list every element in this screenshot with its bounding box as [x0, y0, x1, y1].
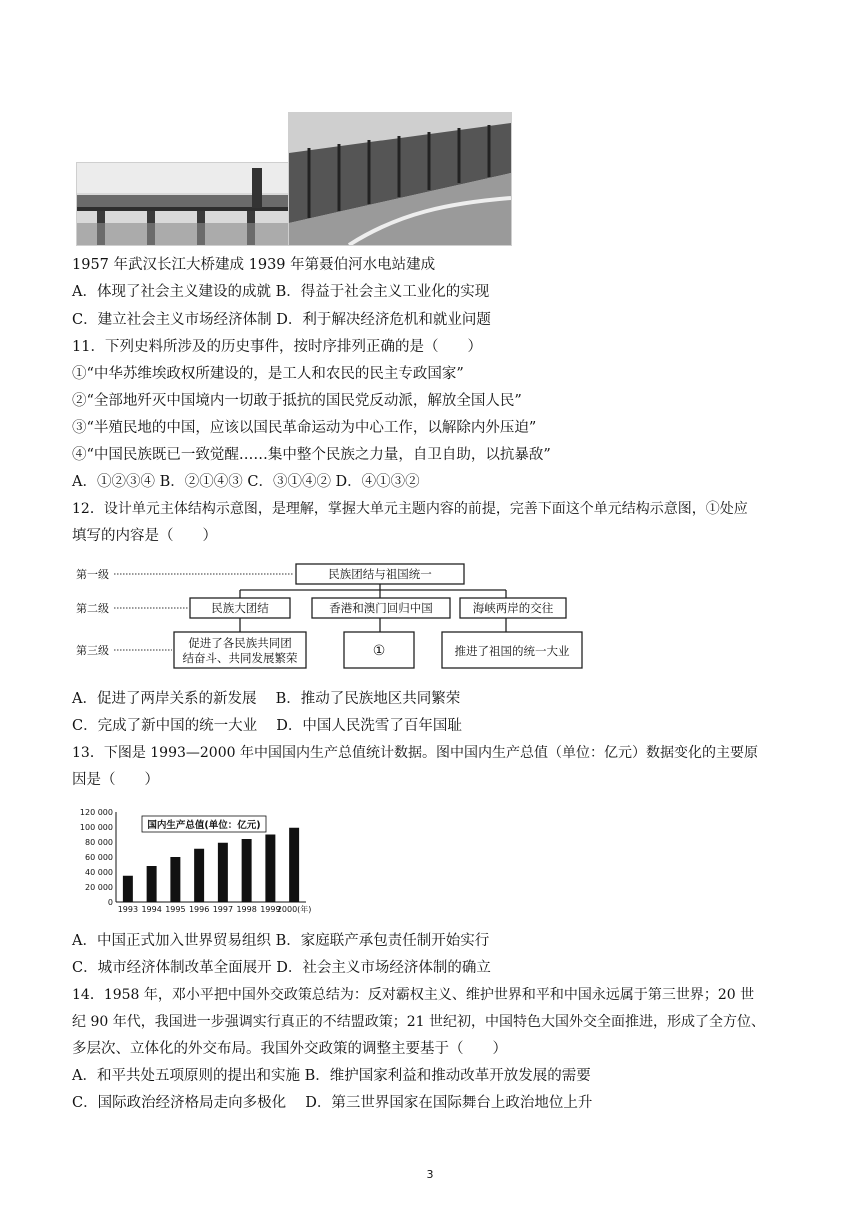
q11-options: A．①②③④ B．②①④③ C．③①④② D．④①③② [72, 474, 420, 490]
y-tick-label: 60 000 [85, 853, 113, 862]
x-tick-label: 1997 [212, 905, 234, 914]
x-tick-label: 2000(年) [276, 905, 312, 914]
q13-stem-2: 因是（ ） [72, 772, 159, 788]
x-tick-label: 1993 [117, 905, 139, 914]
q12-stem-2: 填写的内容是（ ） [72, 528, 217, 544]
q10-options-cd: C．建立社会主义市场经济体制 D．利于解决经济危机和就业问题 [72, 312, 491, 328]
y-tick-label: 0 [107, 898, 113, 907]
bridge-photo-drawing [77, 163, 289, 245]
bottom-left-node-line2: 结奋斗、共同发展繁荣 [182, 651, 298, 665]
gdp-bar-1997 [218, 843, 228, 902]
gdp-bar-chart [72, 806, 312, 916]
bridge-photo [76, 162, 290, 246]
y-tick-label: 120 000 [79, 808, 113, 817]
q14-stem-3: 多层次、立体化的外交布局。我国外交政策的调整主要基于（ ） [72, 1041, 507, 1057]
top-node: 民族团结与祖国统一 [328, 567, 432, 581]
dam-photo [288, 112, 512, 246]
x-tick-label: 1996 [188, 905, 210, 914]
q12-options-ab: A．促进了两岸关系的新发展 B．推动了民族地区共同繁荣 [72, 691, 461, 707]
x-tick-label: 1998 [236, 905, 257, 914]
q14-stem-2: 纪 90 年代，我国进一步强调实行真正的不结盟政策；21 世纪初，中国特色大国外交全面推进，形成了全方位、 [72, 1014, 765, 1030]
bottom-mid-node: ① [372, 643, 386, 659]
q13-options-ab: A．中国正式加入世界贸易组织 B．家庭联产承包责任制开始实行 [72, 933, 490, 949]
q13-stem-1: 13．下图是 1993—2000 年中国国内生产总值统计数据。图中国内生产总值（单位：亿元）数据变化的主要原 [72, 745, 758, 761]
bottom-left-node-line1: 促进了各民族共同团 [188, 636, 292, 650]
dam-photo-drawing [289, 113, 511, 245]
level-1-label: 第一级 [76, 568, 109, 581]
x-tick-label: 1999 [260, 905, 281, 914]
q12-stem-1: 12．设计单元主体结构示意图，是理解，掌握大单元主题内容的前提，完善下面这个单元结构示意图，①处应 [72, 501, 748, 517]
q12-options-cd: C．完成了新中国的统一大业 D．中国人民洗雪了百年国耻 [72, 718, 462, 734]
q11-item-1: ①“中华苏维埃政权所建设的，是工人和农民的民主专政国家” [72, 366, 464, 382]
y-tick-label: 100 000 [79, 823, 113, 832]
y-tick-label: 40 000 [85, 868, 113, 877]
gdp-bar-1996 [194, 849, 204, 902]
x-tick-label: 1994 [141, 905, 162, 914]
unit-structure-diagram [76, 560, 596, 672]
page-number: 3 [426, 1168, 434, 1181]
q11-item-2: ②“全部地歼灭中国境内一切敢于抵抗的国民党反动派，解放全国人民” [72, 393, 522, 409]
x-tick-label: 1995 [165, 905, 186, 914]
gdp-bar-1999 [265, 835, 275, 903]
q11-item-4: ④“中国民族既已一致觉醒……集中整个民族之力量，自卫自助，以抗暴敌” [72, 447, 551, 463]
q11-item-3: ③“半殖民地的中国，应该以国民革命运动为中心工作，以解除内外压迫” [72, 420, 537, 436]
gdp-bar-1998 [242, 839, 252, 902]
q14-stem-1: 14．1958 年，邓小平把中国外交政策总结为：反对霸权主义、维护世界和平和中国永远属于第三世界；20 世 [72, 987, 755, 1003]
q10-options-ab: A．体现了社会主义建设的成就 B．得益于社会主义工业化的实现 [72, 284, 490, 300]
gdp-bar-1993 [123, 876, 133, 902]
y-tick-label: 20 000 [85, 883, 113, 892]
mid-node-2: 香港和澳门回归中国 [329, 601, 433, 615]
mid-node-3: 海峡两岸的交往 [472, 601, 554, 615]
q14-options-ab: A．和平共处五项原则的提出和实施 B．维护国家利益和推动改革开放发展的需要 [72, 1068, 591, 1084]
level-3-label: 第三级 [76, 644, 109, 657]
y-tick-label: 80 000 [85, 838, 113, 847]
bottom-right-node: 推进了祖国的统一大业 [454, 644, 570, 658]
level-2-label: 第二级 [76, 602, 109, 615]
gdp-bar-2000 [289, 828, 299, 902]
q14-options-cd: C．国际政治经济格局走向多极化 D．第三世界国家在国际舞台上政治地位上升 [72, 1095, 593, 1111]
chart-title: 国内生产总值(单位：亿元) [147, 820, 261, 831]
photo-caption: 1957 年武汉长江大桥建成 1939 年第聂伯河水电站建成 [72, 257, 436, 273]
gdp-bar-1994 [147, 866, 157, 902]
gdp-bar-1995 [170, 857, 180, 902]
q13-options-cd: C．城市经济体制改革全面展开 D．社会主义市场经济体制的确立 [72, 960, 491, 976]
mid-node-1: 民族大团结 [211, 601, 269, 615]
q11-stem: 11．下列史料所涉及的历史事件，按时序排列正确的是（ ） [72, 339, 482, 355]
